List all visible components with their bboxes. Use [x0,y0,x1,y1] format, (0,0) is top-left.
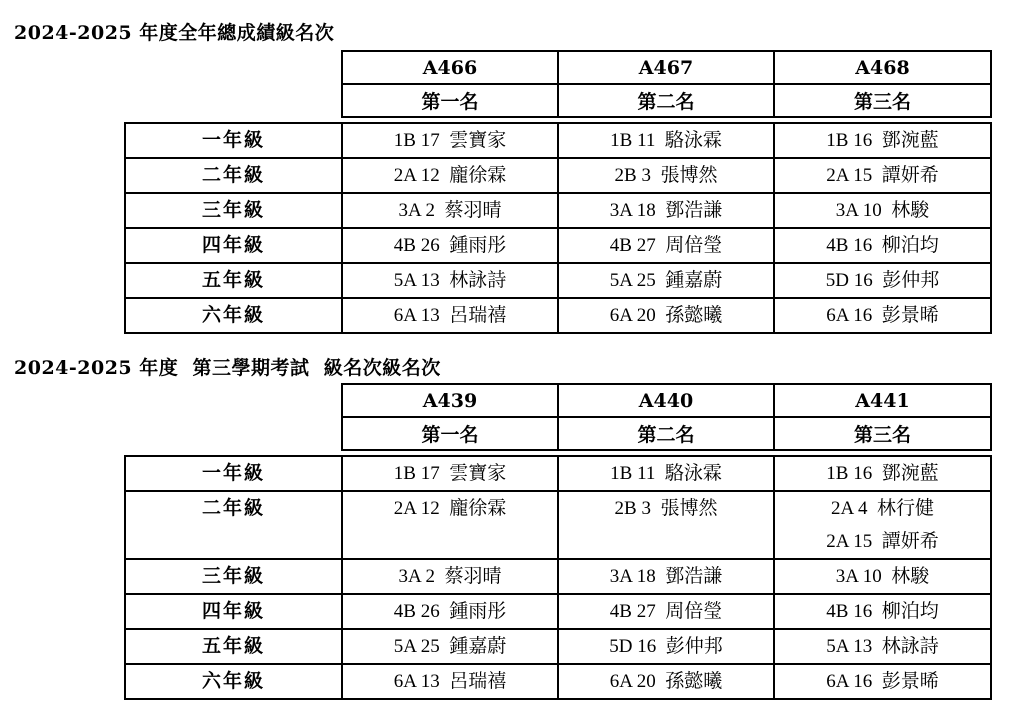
grade-label: 四年級 [125,228,342,263]
student-cell [558,263,774,298]
student-entry: 3A 10 林駿 [835,200,930,221]
table-row [125,298,991,333]
student-entry: 1B 16 鄧涴藍 [826,130,939,151]
student-entry: 4B 27 周倍瑩 [609,601,723,622]
grade-label: 五年級 [125,629,342,664]
blank-corner [125,384,342,417]
grade-label: 五年級 [125,263,342,298]
student-cell [342,664,558,699]
student-entry: 5A 13 林詠詩 [826,636,939,657]
student-entry: 6A 13 呂瑞禧 [393,305,507,326]
annual-ranking-table [124,50,992,334]
student-cell [774,158,991,193]
rank-header: 第三名 [774,417,991,450]
table-row [125,158,991,193]
student-entry: 5A 25 鍾嘉蔚 [609,270,723,291]
grade-label: 三年級 [125,559,342,594]
student-cell [774,594,991,629]
table-row [125,123,991,158]
table-row [125,228,991,263]
table-row [125,629,991,664]
student-entry: 4B 26 鍾雨彤 [393,235,507,256]
student-entry: 6A 20 孫懿曦 [609,305,723,326]
student-entry: 2A 15 譚妍希 [826,165,939,186]
term3-ranking-table [124,383,992,700]
class-code-header: A440 [558,384,774,417]
student-entry: 5D 16 彭仲邦 [609,636,723,657]
student-cell [774,193,991,228]
student-entry: 5A 25 鍾嘉蔚 [393,636,507,657]
student-entry: 2A 12 龐徐霖 [393,165,507,186]
class-header-row [125,384,991,417]
student-entry: 1B 17 雲寶家 [393,463,507,484]
student-entry: 2A 4 林行健 [831,498,934,519]
student-cell [774,456,991,491]
student-cell [558,629,774,664]
student-cell [558,193,774,228]
grade-label: 一年級 [125,456,342,491]
table-row [125,193,991,228]
student-cell [774,228,991,263]
class-code-header: A439 [342,384,558,417]
student-cell [342,491,558,559]
student-entry: 2B 3 張博然 [614,165,718,186]
student-entry: 5D 16 彭仲邦 [825,270,940,291]
student-entry: 6A 13 呂瑞禧 [393,671,507,692]
student-entry: 3A 18 鄧浩謙 [609,566,723,587]
student-entry: 2B 3 張博然 [614,498,718,519]
section2-title: 2024-2025 年度 第三學期考試 級名次級名次 [14,357,441,379]
student-cell [774,559,991,594]
student-cell [558,228,774,263]
student-cell [342,456,558,491]
student-entry: 4B 16 柳泊均 [826,601,939,622]
grade-label: 六年級 [125,664,342,699]
student-cell [774,298,991,333]
student-cell [342,298,558,333]
student-cell [774,263,991,298]
grade-label: 六年級 [125,298,342,333]
student-cell [558,123,774,158]
student-cell [774,491,991,559]
student-entry: 3A 2 蔡羽晴 [398,566,502,587]
student-entry: 5A 13 林詠詩 [393,270,507,291]
student-cell [558,491,774,559]
student-cell [342,158,558,193]
student-cell [342,594,558,629]
rank-header: 第二名 [558,84,774,117]
student-entry: 3A 10 林駿 [835,566,930,587]
table-row [125,559,991,594]
rank-header: 第一名 [342,417,558,450]
student-entry: 2A 15 譚妍希 [826,531,939,552]
student-entry: 1B 17 雲寶家 [393,130,507,151]
table-row [125,456,991,491]
student-entry: 2A 12 龐徐霖 [393,498,507,519]
student-entry: 1B 11 駱泳霖 [610,463,722,484]
class-header-row [125,51,991,84]
student-entry: 1B 16 鄧涴藍 [826,463,939,484]
student-cell [342,228,558,263]
student-entry: 4B 16 柳泊均 [826,235,939,256]
blank-corner [125,51,342,84]
grade-label: 二年級 [125,491,342,559]
student-entry: 4B 27 周倍瑩 [609,235,723,256]
grade-label: 三年級 [125,193,342,228]
class-code-header: A466 [342,51,558,84]
rank-header: 第一名 [342,84,558,117]
grade-label: 二年級 [125,158,342,193]
student-cell [342,559,558,594]
student-cell [558,456,774,491]
student-entry: 6A 16 彭景晞 [826,305,939,326]
student-entry: 1B 11 駱泳霖 [610,130,722,151]
student-cell [342,629,558,664]
student-cell [558,298,774,333]
class-code-header: A467 [558,51,774,84]
student-cell [558,594,774,629]
student-entry: 4B 26 鍾雨彤 [393,601,507,622]
student-cell [774,629,991,664]
table-row [125,491,991,559]
class-code-header: A468 [774,51,991,84]
student-cell [558,664,774,699]
student-entry: 6A 16 彭景晞 [826,671,939,692]
class-code-header: A441 [774,384,991,417]
section1-title: 2024-2025 年度全年總成績級名次 [14,22,335,44]
student-cell [342,193,558,228]
rank-header: 第二名 [558,417,774,450]
blank-corner [125,417,342,450]
student-cell [558,158,774,193]
student-cell [342,123,558,158]
student-cell [774,123,991,158]
student-cell [774,664,991,699]
rank-header: 第三名 [774,84,991,117]
grade-label: 一年級 [125,123,342,158]
rank-header-row [125,417,991,450]
blank-corner [125,84,342,117]
grade-label: 四年級 [125,594,342,629]
student-entry: 3A 2 蔡羽晴 [398,200,502,221]
student-cell [558,559,774,594]
student-entry: 6A 20 孫懿曦 [609,671,723,692]
table-row [125,594,991,629]
student-entry: 3A 18 鄧浩謙 [609,200,723,221]
table-row [125,263,991,298]
table-row [125,664,991,699]
rank-header-row [125,84,991,117]
student-cell [342,263,558,298]
